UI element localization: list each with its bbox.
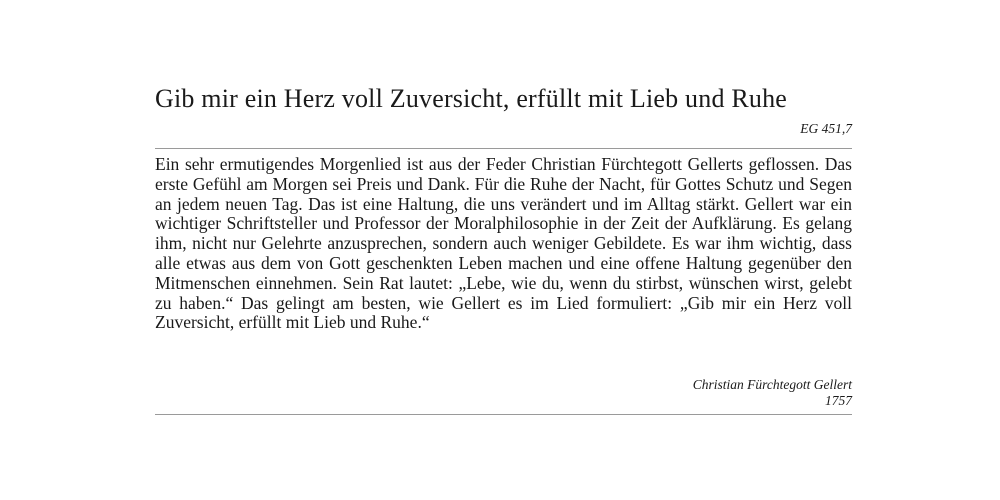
body-paragraph: Ein sehr ermutigendes Morgenlied ist aus der Feder Christian Fürchtegott Gellerts geflossen. Das erste Gefühl am Morgen sei Preis und Dank. Für die Ruhe der Nacht, für Gottes Schutz und Segen an jedem neuen Tag. Das ist eine Haltung, die uns verändert und im Alltag stärkt. Gellert war ein wichtiger Schriftsteller und Professor der Moralphilosophie in der Zeit der Aufklärung. Es gelang ihm, nicht nur Gelehrte anzusprechen, sondern auch weniger Gebildete. Es war ihm wichtig, dass alle etwas aus dem von Gott geschenkten Leben machen und eine offene Haltung gegenüber den Mitmenschen einnehmen. Sein Rat lautet: „Lebe, wie du, wenn du stirbst, wünschen wirst, gelebt zu haben.“ Das gelingt am besten, wie Gellert es im Lied formuliert: „Gib mir ein Herz voll Zuversicht, erfüllt mit Lieb und Ruhe.“ bbox=[155, 154, 852, 333]
top-divider bbox=[155, 148, 852, 149]
author-attribution bbox=[693, 377, 852, 409]
hymn-reference: EG 451,7 bbox=[800, 121, 852, 136]
author-name: Christian Fürchtegott Gellert bbox=[692, 377, 852, 392]
page-title: Gib mir ein Herz voll Zuversicht, erfüllt mit Lieb und Ruhe bbox=[155, 84, 788, 113]
bottom-divider bbox=[155, 414, 852, 415]
author-year: 1757 bbox=[825, 393, 852, 408]
